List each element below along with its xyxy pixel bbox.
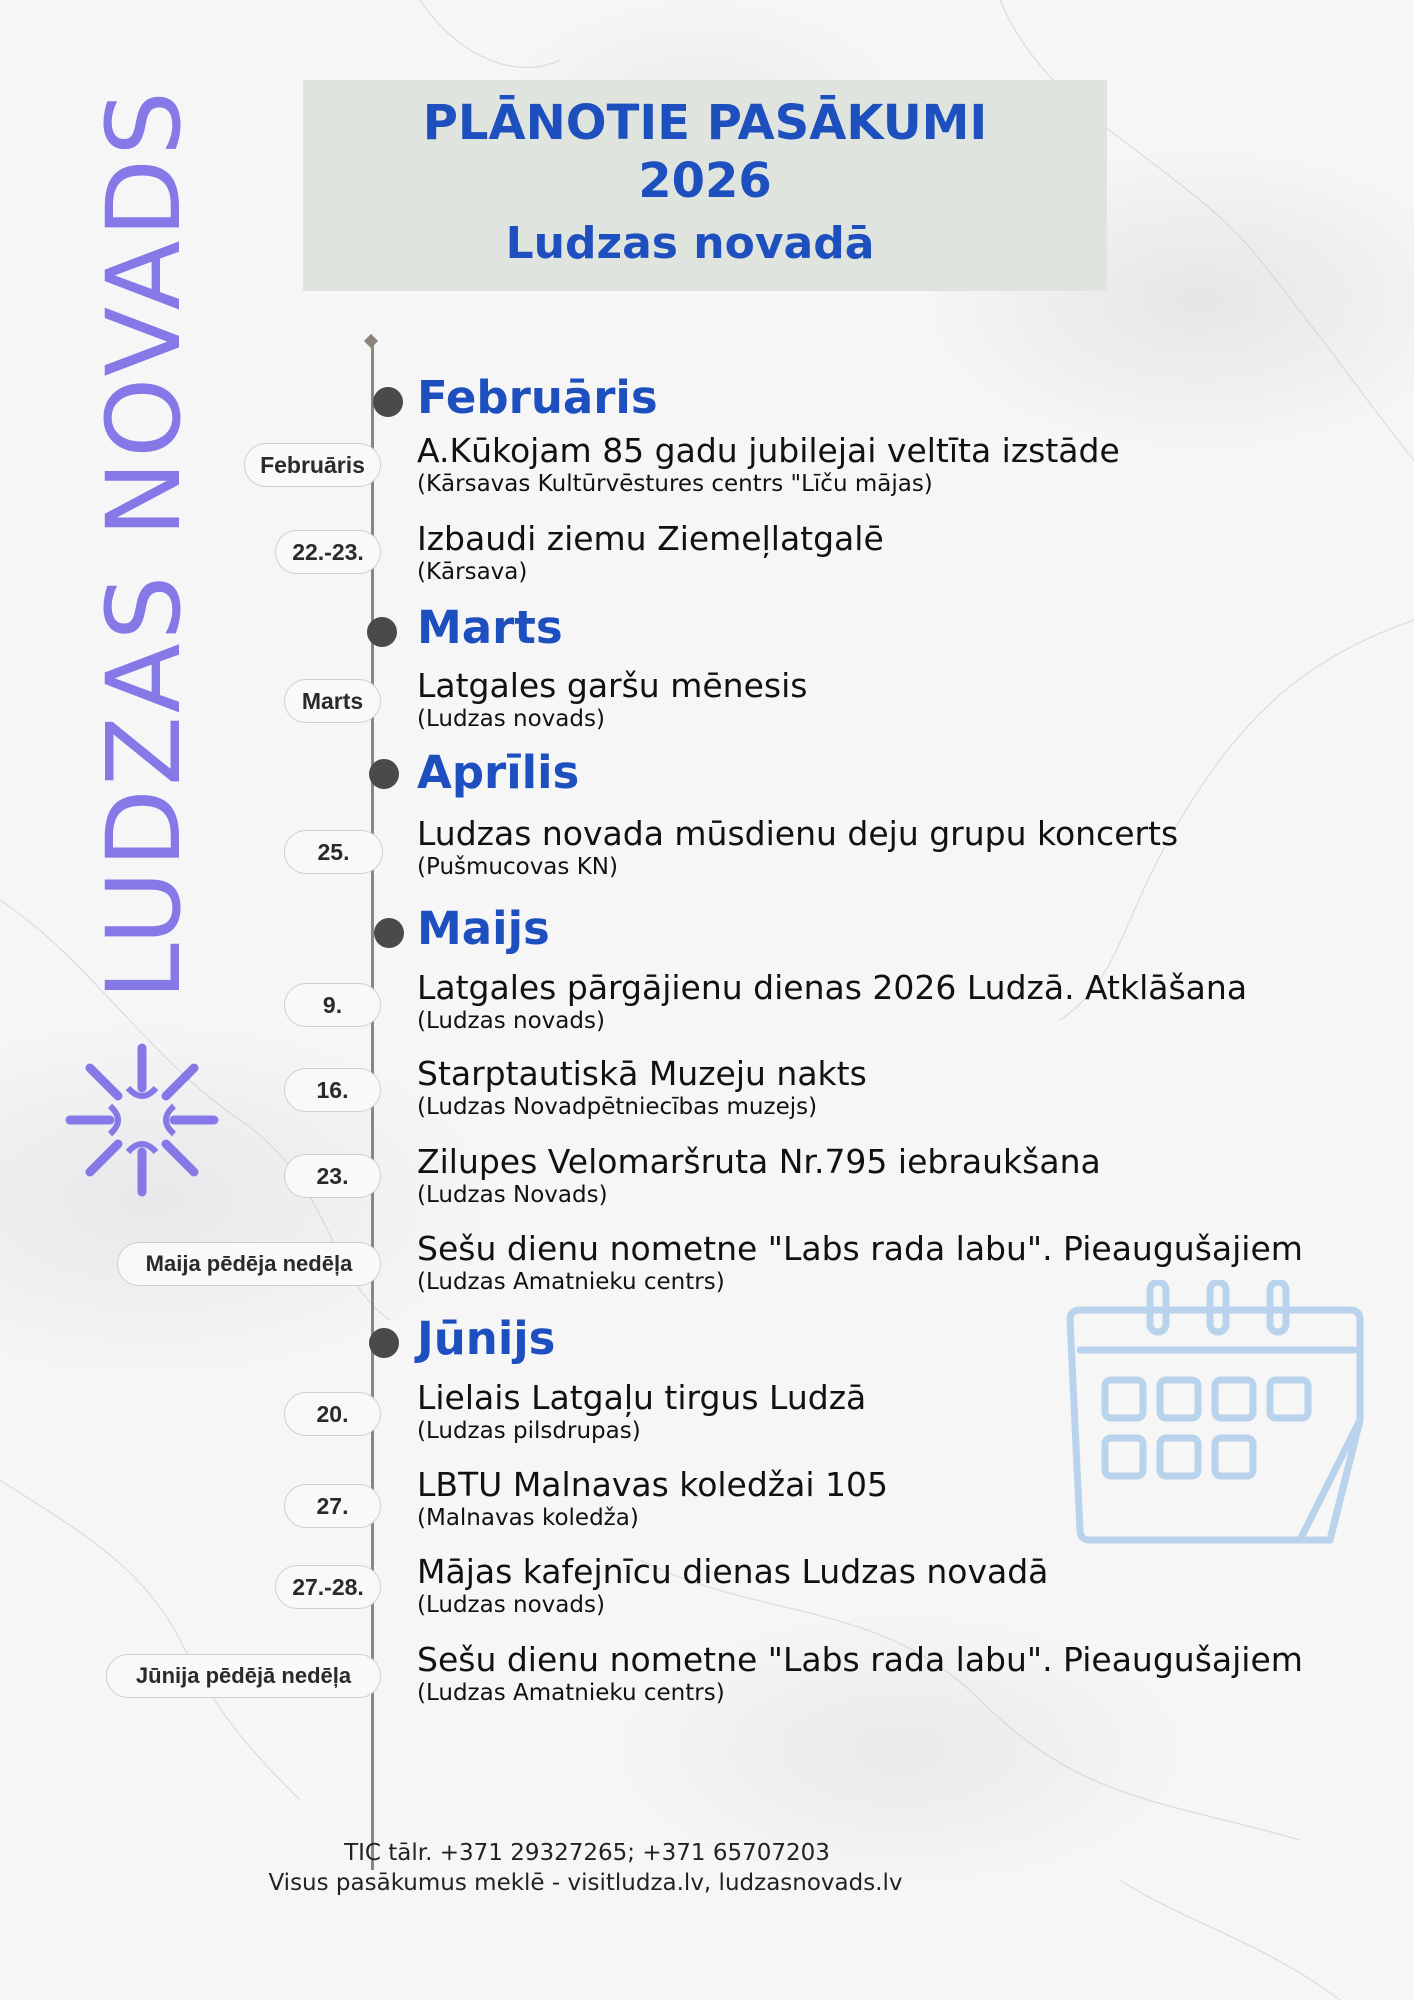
date-pill: 16.: [284, 1068, 381, 1112]
month-heading: Maijs: [417, 902, 550, 955]
event-place: (Ludzas pilsdrupas): [417, 1418, 641, 1444]
event-place: (Pušmucovas KN): [417, 854, 618, 880]
date-pill: Marts: [284, 679, 381, 723]
month-dot: [369, 759, 399, 789]
event-place: (Ludzas novads): [417, 1592, 605, 1618]
date-pill: 22.-23.: [275, 530, 381, 574]
calendar-icon: [1060, 1280, 1380, 1560]
month-heading: Aprīlis: [417, 746, 580, 799]
event-title: Starptautiskā Muzeju nakts: [417, 1054, 867, 1093]
date-pill: 20.: [284, 1392, 381, 1436]
event-title: A.Kūkojam 85 gadu jubilejai veltīta izstāde: [417, 431, 1120, 470]
event-title: Sešu dienu nometne "Labs rada labu". Pieaugušajiem: [417, 1640, 1303, 1679]
event-item: [417, 815, 1178, 881]
event-place: (Ludzas Amatnieku centrs): [417, 1680, 725, 1706]
event-title: LBTU Malnavas koledžai 105: [417, 1465, 888, 1504]
month-dot: [369, 1328, 399, 1358]
date-pill: 27.-28.: [275, 1565, 381, 1609]
event-title: Izbaudi ziemu Ziemeļlatgalē: [417, 519, 884, 558]
event-title: Mājas kafejnīcu dienas Ludzas novadā: [417, 1552, 1049, 1591]
event-item: [417, 1143, 1101, 1209]
event-item: [417, 1466, 888, 1532]
event-place: (Ludzas novads): [417, 1008, 605, 1034]
header-title: PLĀNOTIE PASĀKUMI: [422, 95, 988, 151]
event-place: (Malnavas koledža): [417, 1505, 639, 1531]
event-place: (Kārsava): [417, 559, 528, 585]
date-pill: Maija pēdēja nedēļa: [117, 1242, 381, 1286]
month-heading: Marts: [417, 601, 563, 654]
event-item: [417, 969, 1247, 1035]
event-title: Latgales pārgājienu dienas 2026 Ludzā. Atklāšana: [417, 968, 1248, 1007]
footer-phone: TIC tālr. +371 29327265; +371 65707203: [344, 1840, 830, 1866]
month-heading: Jūnijs: [417, 1312, 556, 1365]
date-pill: Jūnija pēdējā nedēļa: [106, 1654, 381, 1698]
event-place: (Ludzas Novadpētniecības muzejs): [417, 1094, 818, 1120]
date-pill: 23.: [284, 1154, 381, 1198]
event-title: Lielais Latgaļu tirgus Ludzā: [417, 1378, 867, 1417]
event-title: Latgales garšu mēnesis: [417, 666, 808, 705]
event-item: [417, 520, 884, 586]
side-vertical-title: LUDZAS NOVADS: [85, 88, 204, 1000]
snowflake-star-icon: [62, 1040, 222, 1200]
event-title: Sešu dienu nometne "Labs rada labu". Pieaugušajiem: [417, 1229, 1303, 1268]
header-banner: [303, 80, 1107, 291]
header-region: Ludzas novadā: [505, 218, 875, 269]
event-place: (Ludzas Amatnieku centrs): [417, 1269, 725, 1295]
event-item: [417, 667, 807, 733]
event-item: [417, 1379, 866, 1445]
month-heading: Februāris: [417, 371, 658, 424]
event-item: [417, 432, 1120, 498]
event-place: (Kārsavas Kultūrvēstures centrs "Līču mājas): [417, 471, 933, 497]
date-pill: 27.: [284, 1484, 381, 1528]
footer-web: Visus pasākumus meklē - visitludza.lv, ludzasnovads.lv: [268, 1870, 903, 1896]
month-dot: [374, 918, 404, 948]
event-item: [417, 1055, 867, 1121]
event-place: (Ludzas novads): [417, 706, 605, 732]
event-place: (Ludzas Novads): [417, 1182, 608, 1208]
event-item: [417, 1641, 1303, 1707]
footer: [0, 1838, 1414, 1898]
month-dot: [367, 617, 397, 647]
header-year: 2026: [638, 153, 772, 209]
date-pill: 9.: [284, 983, 381, 1027]
event-title: Ludzas novada mūsdienu deju grupu koncerts: [417, 814, 1179, 853]
month-dot: [373, 387, 403, 417]
date-pill: 25.: [284, 830, 383, 874]
event-title: Zilupes Velomaršruta Nr.795 iebraukšana: [417, 1142, 1101, 1181]
date-pill: Februāris: [244, 443, 381, 487]
event-item: [417, 1553, 1048, 1619]
